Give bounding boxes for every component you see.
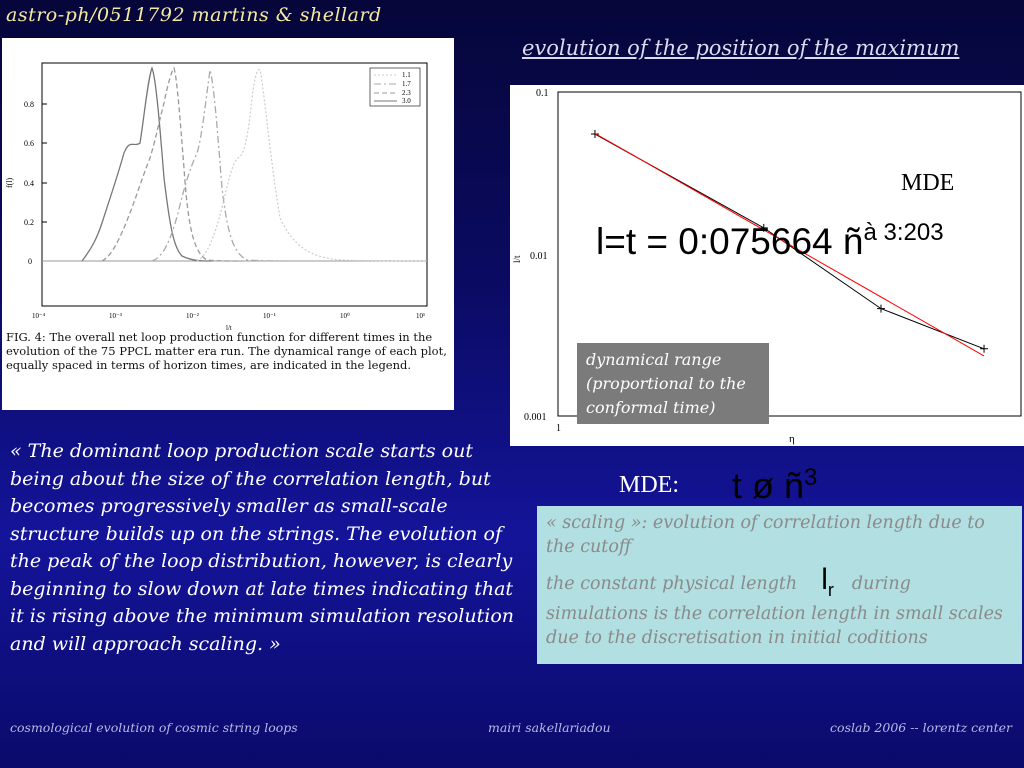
mde-annotation: MDE [901,170,955,196]
scaling-note: « scaling »: evolution of correlation length due to the cutoff [546,513,985,557]
y-tick-label: 0.001 [524,412,547,423]
y-axis-label: l/t [512,255,522,263]
fit-formula [596,219,944,263]
legend-label: 3.0 [402,97,411,105]
curve-1.7 [152,70,292,261]
loop-production-figure [2,38,454,410]
y-tick-label: 0 [28,257,32,266]
y-tick-label: 0.8 [24,100,34,109]
footer-event: coslab 2006 -- lorentz center [830,720,1012,735]
y-tick-label: 0.1 [536,88,549,99]
fit-formula-main: l=t = 0:075664 ñ [596,221,864,262]
x-tick-label: 1 [556,423,561,434]
mde-formula-body: t ø ñ [732,465,805,506]
y-tick-label: 0.4 [24,179,34,188]
y-axis-label: f(l) [5,177,14,188]
x-tick-label: 10⁻¹ [263,312,276,320]
x-ticks [32,312,425,320]
constant-length-prefix: the constant physical length [546,574,798,594]
x-axis-label: η [789,433,795,445]
lr-symbol: $l_r$ [821,563,834,600]
data-point-marker [591,130,599,138]
data-point-marker [877,305,885,313]
x-tick-label: 10⁰ [340,312,350,320]
slide-title: evolution of the position of the maximum [522,36,960,60]
scaling-notes-box [537,506,1022,664]
y-tick-label: 0.2 [24,218,34,227]
x-tick-label: 10¹ [416,312,426,320]
x-axis-label: l/t [226,324,232,332]
x-tick-label: 10⁻³ [109,312,122,320]
fit-formula-exponent: à 3:203 [863,219,944,246]
x-tick-label: 10⁻⁴ [32,312,46,320]
legend-label: 1.7 [402,80,411,88]
position-of-maximum-chart [510,85,1024,446]
mde-label: MDE: [619,472,679,498]
x-tick-label: 10⁻² [186,312,199,320]
y-ticks [524,88,549,423]
constant-length-suffix: during simulations is the correlation length in small scales due to the discretisation in initial coditions [546,574,1003,648]
data-point-marker [980,345,988,353]
mde-formula-exponent: 3 [804,464,818,491]
dynamical-range-note: dynamical range (proportional to the conformal time) [577,343,769,424]
legend-label: 1.1 [402,71,411,79]
figure-caption: FIG. 4: The overall net loop production function for different times in the evolution of the 75 PPCL matter era run. The dynamical range of each plot, equally spaced in terms of horizon times, are indicated in the legend. [6,330,447,372]
footer-title: cosmological evolution of cosmic string loops [10,720,298,735]
plot-legend [370,68,420,106]
footer-author: mairi sakellariadou [488,720,611,735]
paper-reference: astro-ph/0511792 martins & shellard [6,4,382,26]
quote-text: « The dominant loop production scale starts out being about the size of the correlation length, but becomes progressively smaller as small-scale structure builds up on the strings. The evolution of the peak of the loop distribution, however, is clearly beginning to slow down at late times indicating that it is rising above the minimum simulation resolution and will approach scaling. » [10,440,514,655]
mde-formula [732,464,817,507]
legend-label: 2.3 [402,89,411,97]
y-ticks [24,100,47,266]
constant-length-note [546,563,1013,650]
y-tick-label: 0.01 [530,251,548,262]
y-tick-label: 0.6 [24,139,34,148]
plot-frame [42,63,427,306]
